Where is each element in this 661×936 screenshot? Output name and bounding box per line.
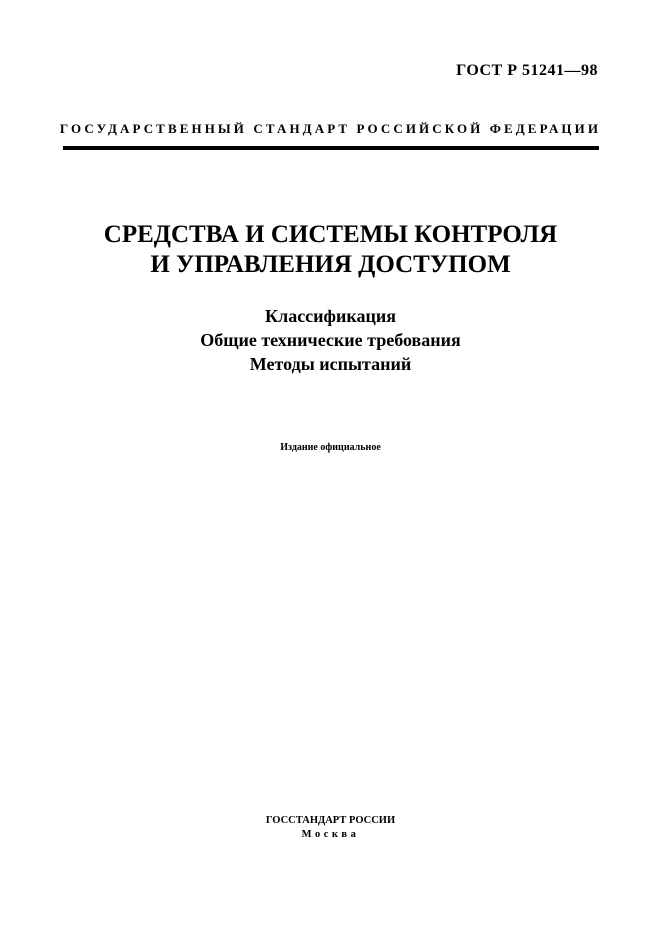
document-subtitle: [0, 304, 661, 376]
header-rule: [63, 146, 599, 150]
subtitle-line-3: Методы испытаний: [249, 354, 412, 374]
edition-note: Издание официальное: [280, 442, 381, 453]
subtitle-line-1: Классификация: [265, 306, 396, 326]
publisher-city: Москва: [301, 829, 360, 840]
publisher-name: ГОССТАНДАРТ РОССИИ: [265, 815, 396, 826]
document-code: ГОСТ Р 51241—98: [456, 62, 598, 79]
title-line-2: И УПРАВЛЕНИЯ ДОСТУПОМ: [150, 251, 511, 278]
document-title: [0, 220, 661, 280]
title-line-1: СРЕДСТВА И СИСТЕМЫ КОНТРОЛЯ: [103, 221, 558, 248]
standard-type-heading: ГОСУДАРСТВЕННЫЙ СТАНДАРТ РОССИЙСКОЙ ФЕДЕРАЦИИ: [59, 121, 602, 136]
publisher-block: [0, 814, 661, 842]
subtitle-line-2: Общие технические требования: [200, 330, 461, 350]
